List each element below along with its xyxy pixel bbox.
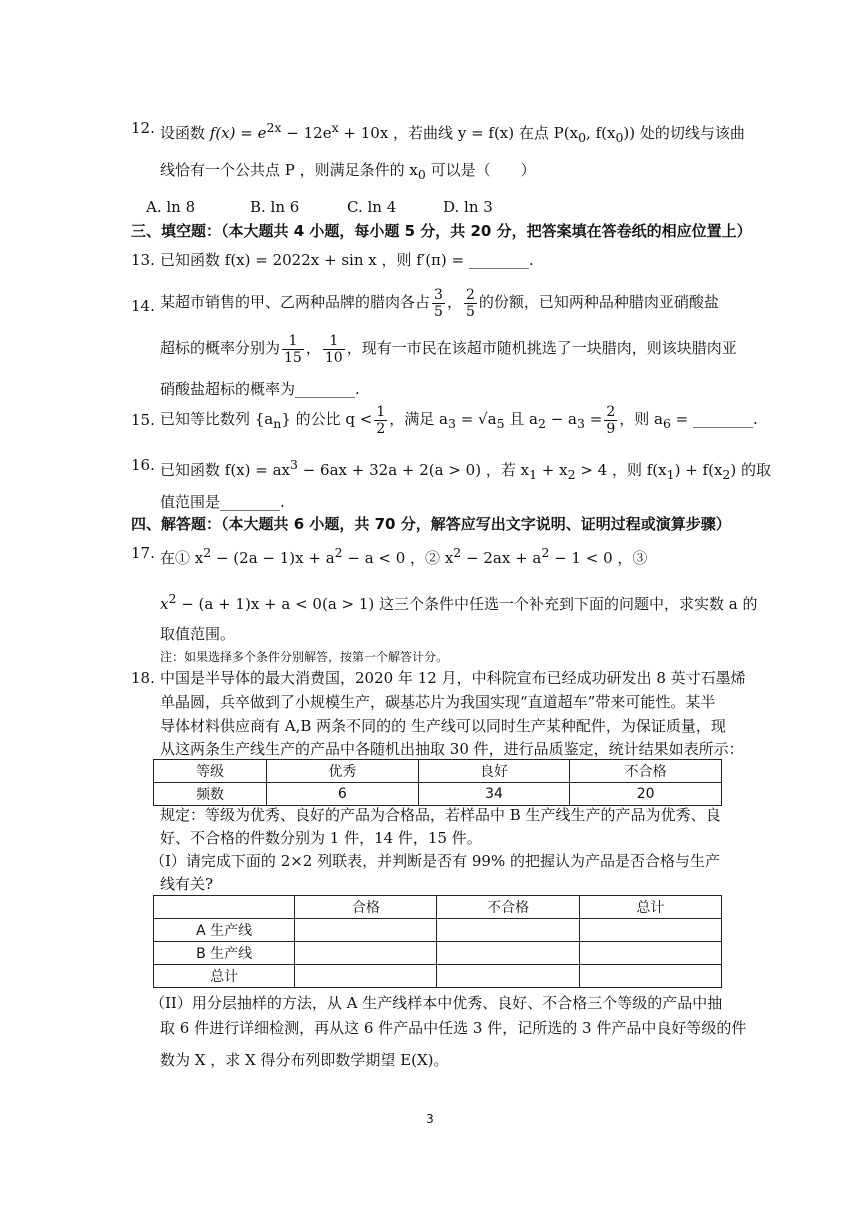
question-18-line-5: 规定：等级为优秀、良好的产品为合格品，若样品中 B 生产线生产的产品为优秀、良	[160, 806, 721, 824]
table-row	[154, 760, 722, 783]
question-17-line-1: 在① $x^2 - (2a - 1)x + a^2 - a < 0$ ，② $x^2 - 2ax + a^2 - 1 < 0$ ，③	[160, 545, 648, 567]
fraction-3-5: $\frac{3}{5}$	[434, 286, 443, 320]
question-13-number: 13.	[131, 251, 155, 269]
table-cell: 合格	[295, 896, 437, 919]
option-c: C. ln 4	[347, 198, 397, 216]
contingency-table	[153, 895, 722, 988]
table-row	[154, 896, 722, 919]
question-17-line-3: 取值范围。	[160, 625, 236, 643]
table-cell: 34	[418, 783, 570, 806]
table-cell: 6	[267, 783, 419, 806]
table-row	[154, 965, 722, 988]
question-18-line-4: 从这两条生产线生产的产品中各随机出抽取 30 件，进行品质鉴定，统计结果如表所示：	[160, 740, 744, 758]
fraction-1-2: $\frac{1}{2}$	[376, 403, 386, 437]
option-d: D. ln 3	[443, 198, 493, 216]
table-cell: 等级	[154, 760, 267, 783]
question-17-note: 注：如果选择多个条件分别解答，按第一个解答计分。	[160, 650, 449, 664]
table-cell	[579, 942, 721, 965]
question-18-number: 18.	[131, 669, 155, 687]
table-cell	[579, 919, 721, 942]
table-cell: 不合格	[437, 896, 579, 919]
question-18-line-3: 导体材料供应商有 A,B 两条不同的的 生产线可以同时生产某种配件，为保证质量，现	[160, 717, 726, 735]
question-12-line-2: 线恰有一个公共点 P ，则满足条件的 $x_0$ 可以是（ ）	[160, 161, 536, 182]
option-a: A. ln 8	[146, 198, 196, 216]
table-cell	[295, 919, 437, 942]
table-cell: 总计	[154, 965, 295, 988]
part-2-line-3: 数为 X ，求 X 得分布列即数学期望 E(X)。	[160, 1051, 449, 1069]
question-12-number: 12.	[131, 119, 155, 137]
question-18-line-6: 好、不合格的件数分别为 1 件，14 件，15 件。	[160, 829, 482, 847]
question-14-line-1: 某超市销售的甲、乙两种品牌的腊肉各占 $\frac{3}{5}$ ， $\frac{2}{5}$ 的份额，已知两种品种腊肉亚硝酸盐	[160, 286, 719, 320]
question-16-line-1: 已知函数 $f(x) = ax^3 - 6ax + 32a + 2(a > 0)$ ，若 $x_1 + x_2 > 4$ ，则 $f(x_1) + f(x_2)$ 的取	[160, 457, 771, 482]
fraction-2-5: $\frac{2}{5}$	[465, 286, 475, 320]
question-14-line-2: 超标的概率分别为 $\frac{1}{15}$ ， $\frac{1}{10}$ ，现有一市民在该超市随机挑选了一块腊肉，则该块腊肉亚	[160, 332, 737, 366]
fraction-1-10: $\frac{1}{10}$	[324, 332, 343, 366]
question-17-line-2: $x^2 - (a + 1)x + a < 0(a > 1)$ 这三个条件中任选一个补充到下面的问题中，求实数 a 的	[160, 591, 758, 613]
table-row	[154, 942, 722, 965]
section-4-heading: 四、解答题：（本大题共 6 小题，共 70 分，解答应写出文字说明、证明过程或演算步骤）	[131, 515, 731, 533]
part-1-line-1: （I）请完成下面的 2×2 列联表，并判断是否有 99% 的把握认为产品是否合格与生产	[150, 852, 720, 870]
table-cell	[295, 965, 437, 988]
table-cell: 20	[570, 783, 722, 806]
question-16-line-2: 值范围是________.	[160, 493, 285, 511]
table-cell: A 生产线	[154, 919, 295, 942]
table-cell	[437, 942, 579, 965]
table-cell	[295, 942, 437, 965]
grade-frequency-table	[153, 759, 722, 806]
table-cell: 总计	[579, 896, 721, 919]
question-12-line-1: 设函数 $f(x) = e^{2x} - 12e^x + 10x$ ，若曲线 y = f(x) 在点 $P(x_0$, $f(x_0)$) 处的切线与该曲	[160, 120, 745, 145]
part-2-line-1: （II）用分层抽样的方法，从 A 生产线样本中优秀、良好、不合格三个等级的产品中抽	[150, 994, 723, 1012]
question-17-number: 17.	[131, 544, 155, 562]
question-18-line-1: 中国是半导体的最大消费国，2020 年 12 月，中科院宣布已经成功研发出 8 英寸石墨烯	[160, 669, 746, 687]
part-1-line-2: 线有关?	[160, 875, 214, 893]
fraction-1-15: $\frac{1}{15}$	[284, 332, 302, 366]
table-cell	[437, 965, 579, 988]
table-cell	[579, 965, 721, 988]
question-14-line-3: 硝酸盐超标的概率为________.	[160, 380, 360, 398]
fraction-2-9: $\frac{2}{9}$	[606, 403, 616, 437]
table-cell: 不合格	[570, 760, 722, 783]
table-cell: 优秀	[267, 760, 419, 783]
question-13-text: 已知函数 f(x) = 2022x + sin x ，则 f′(π) = ________.	[160, 251, 534, 269]
question-14-number: 14.	[131, 297, 155, 315]
section-3-heading: 三、填空题：（本大题共 4 小题，每小题 5 分，共 20 分，把答案填在答卷纸的相应位置上）	[131, 222, 752, 240]
question-15-text: 已知等比数列 $\{a_n\}$ 的公比 q < $\frac{1}{2}$ ，满足 $a_3 = √a_5$ 且 $a_2 - a_3$ = $\frac{2}{9}$ ，则 $a_6$ = ________.	[160, 403, 758, 437]
table-cell: 良好	[418, 760, 570, 783]
table-cell	[154, 896, 295, 919]
table-row	[154, 783, 722, 806]
table-cell	[437, 919, 579, 942]
page-number: 3	[426, 1112, 434, 1126]
table-cell: B 生产线	[154, 942, 295, 965]
table-cell: 频数	[154, 783, 267, 806]
question-16-number: 16.	[131, 456, 155, 474]
table-row	[154, 919, 722, 942]
question-18-line-2: 单晶圆，兵卒做到了小规模生产，碳基芯片为我国实现“直道超车”带来可能性。某半	[160, 693, 716, 711]
question-15-number: 15.	[131, 411, 155, 429]
option-b: B. ln 6	[250, 198, 300, 216]
part-2-line-2: 取 6 件进行详细检测，再从这 6 件产品中任选 3 件，记所选的 3 件产品中良好等级的件	[160, 1019, 747, 1037]
